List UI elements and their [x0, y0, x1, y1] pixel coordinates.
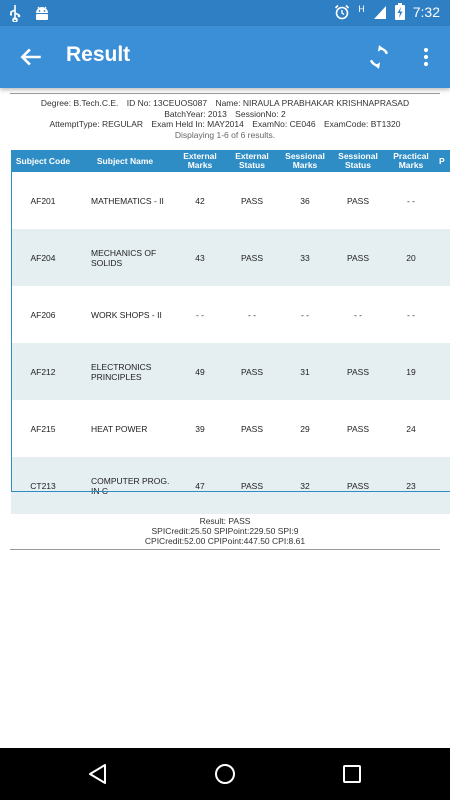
sessional-status: PASS — [331, 172, 385, 229]
sessional-marks: 36 — [279, 172, 331, 229]
external-marks: 49 — [175, 343, 225, 400]
subject-code: AF215 — [11, 400, 75, 457]
network-type: H — [358, 3, 365, 14]
spi-point: SPIPoint:229.50 — [213, 526, 276, 536]
sessional-status: PASS — [331, 229, 385, 286]
sessional-status: PASS — [331, 400, 385, 457]
attempt-type: AttemptType: REGULAR — [49, 119, 144, 129]
back-nav-icon[interactable] — [86, 762, 110, 786]
table-header-row — [11, 150, 450, 172]
clock: 7:32 — [412, 3, 440, 20]
overflow-menu-icon[interactable] — [414, 44, 438, 70]
subject-name: ELECTRONICS PRINCIPLES — [75, 343, 175, 400]
sessional-marks: 29 — [279, 400, 331, 457]
subject-name: MECHANICS OF SOLIDS — [75, 229, 175, 286]
subject-code: AF204 — [11, 229, 75, 286]
column-header[interactable]: Sessional Status — [331, 150, 385, 172]
sessional-status: PASS — [331, 457, 385, 514]
spi-credit: SPICredit:25.50 — [151, 526, 212, 536]
sessional-marks: - - — [279, 286, 331, 343]
recents-nav-icon[interactable] — [340, 762, 364, 786]
column-header[interactable]: Subject Name — [75, 150, 175, 172]
sessional-marks: 33 — [279, 229, 331, 286]
batch-year: BatchYear: 2013 — [164, 108, 227, 119]
refresh-icon[interactable] — [366, 44, 392, 70]
student-info — [0, 98, 450, 140]
cell — [437, 172, 450, 229]
result-status: Result: PASS — [199, 516, 251, 526]
table-row[interactable] — [11, 343, 450, 400]
cell — [437, 343, 450, 400]
subject-code: CT213 — [11, 457, 75, 514]
exam-held: Exam Held In: MAY2014 — [151, 119, 244, 129]
sessional-status: - - — [331, 286, 385, 343]
external-status: PASS — [225, 457, 279, 514]
table-row[interactable] — [11, 286, 450, 343]
student-name: Name: NIRAULA PRABHAKAR KRISHNAPRASAD — [215, 98, 410, 108]
signal-icon — [373, 4, 387, 20]
external-status: PASS — [225, 172, 279, 229]
subject-code: AF206 — [11, 286, 75, 343]
column-header[interactable]: External Marks — [175, 150, 225, 172]
battery-charging-icon — [395, 3, 405, 20]
cell — [437, 400, 450, 457]
results-count: Displaying 1-6 of 6 results. — [174, 129, 276, 140]
table-row[interactable] — [11, 229, 450, 286]
column-header[interactable]: P — [437, 150, 450, 172]
cell — [437, 229, 450, 286]
subject-name: COMPUTER PROG. IN C — [75, 457, 175, 514]
practical-marks: 23 — [385, 457, 437, 514]
column-header[interactable]: Subject Code — [11, 150, 75, 172]
cell — [437, 286, 450, 343]
cpi-credit: CPICredit:52.00 — [144, 536, 206, 546]
results-table — [11, 150, 450, 514]
navigation-bar — [0, 748, 450, 800]
exam-no: ExamNo: CE046 — [252, 119, 316, 129]
android-icon — [34, 4, 50, 22]
subject-name: MATHEMATICS - II — [75, 172, 175, 229]
sessional-marks: 32 — [279, 457, 331, 514]
sessional-marks: 31 — [279, 343, 331, 400]
external-status: - - — [225, 286, 279, 343]
external-marks: 47 — [175, 457, 225, 514]
external-status: PASS — [225, 400, 279, 457]
id-no: ID No: 13CEUOS087 — [126, 98, 208, 108]
practical-marks: - - — [385, 286, 437, 343]
session-no: SessionNo: 2 — [235, 108, 286, 119]
cell — [437, 457, 450, 514]
external-marks: 39 — [175, 400, 225, 457]
page-title: Result — [66, 43, 131, 66]
result-summary — [0, 516, 450, 546]
spi: SPI:9 — [277, 526, 299, 536]
cpi-point: CPIPoint:447.50 — [207, 536, 270, 546]
column-header[interactable]: Practical Marks — [385, 150, 437, 172]
practical-marks: - - — [385, 172, 437, 229]
app-bar — [0, 26, 450, 88]
subject-code: AF201 — [11, 172, 75, 229]
table-row[interactable] — [11, 172, 450, 229]
external-status: PASS — [225, 343, 279, 400]
column-header[interactable]: External Status — [225, 150, 279, 172]
practical-marks: 24 — [385, 400, 437, 457]
usb-icon — [8, 4, 22, 22]
divider — [10, 93, 440, 94]
external-marks: 42 — [175, 172, 225, 229]
cpi: CPI:8.61 — [272, 536, 306, 546]
external-marks: 43 — [175, 229, 225, 286]
sessional-status: PASS — [331, 343, 385, 400]
result-content — [0, 88, 450, 748]
subject-name: WORK SHOPS - II — [75, 286, 175, 343]
degree: Degree: B.Tech.C.E. — [40, 98, 119, 108]
table-row[interactable] — [11, 457, 450, 514]
column-header[interactable]: Sessional Marks — [279, 150, 331, 172]
external-marks: - - — [175, 286, 225, 343]
subject-code: AF212 — [11, 343, 75, 400]
divider — [10, 549, 440, 550]
exam-code: ExamCode: BT1320 — [323, 119, 401, 129]
home-nav-icon[interactable] — [213, 762, 237, 786]
practical-marks: 20 — [385, 229, 437, 286]
status-bar — [0, 0, 450, 26]
external-status: PASS — [225, 229, 279, 286]
table-row[interactable] — [11, 400, 450, 457]
practical-marks: 19 — [385, 343, 437, 400]
alarm-icon — [334, 4, 350, 20]
back-arrow-icon[interactable] — [18, 44, 44, 70]
subject-name: HEAT POWER — [75, 400, 175, 457]
